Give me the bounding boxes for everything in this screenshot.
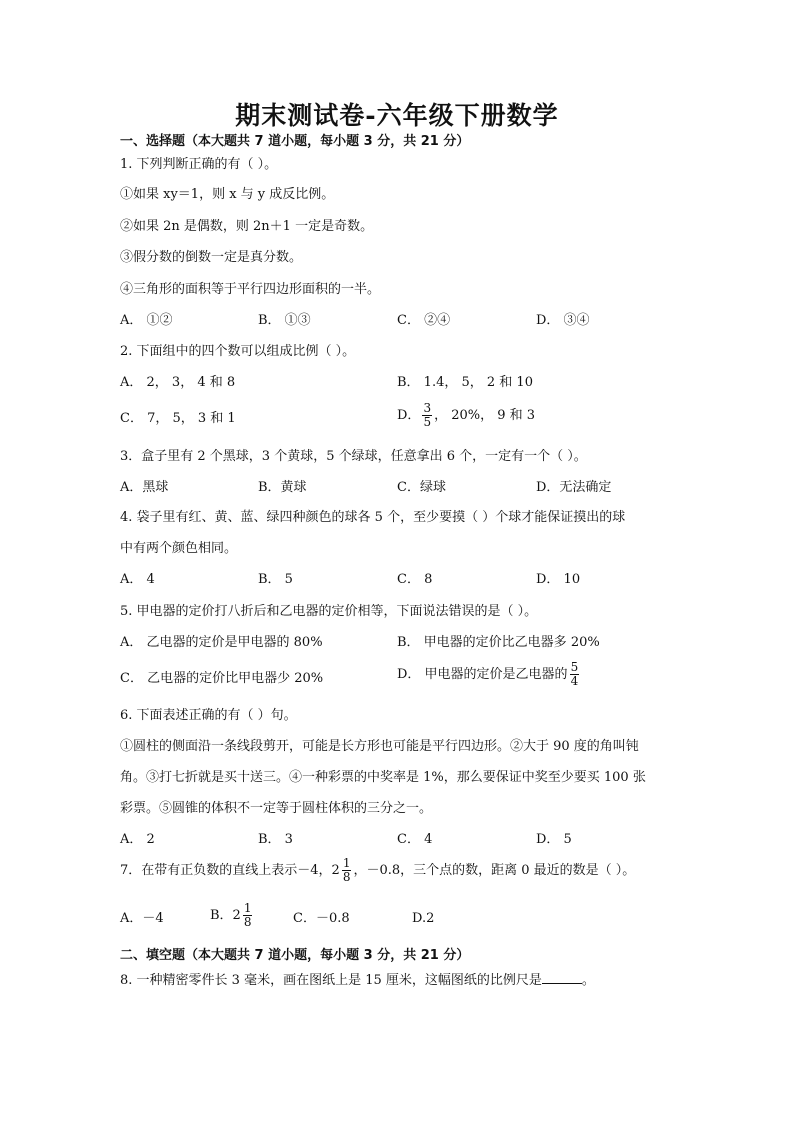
q3-stem: 3．盒子里有 2 个黑球，3 个黄球，5 个绿球，任意拿出 6 个，一定有一个（ ）。 (120, 449, 587, 464)
q2-option-d-rest: ， 20%， 9 和 3 (434, 407, 536, 423)
q6-option-a: A． 2 (120, 832, 155, 847)
q7-stem (120, 857, 635, 884)
q6-text-line-1: ①圆柱的侧面沿一条线段剪开，可能是长方形也可能是平行四边形。②大于 90 度的角叫钝 (120, 739, 639, 754)
q7-option-b (210, 902, 254, 929)
q3-option-a: A．黑球 (120, 480, 169, 495)
q7-option-d: D.2 (412, 911, 435, 926)
q5-option-a: A． 乙电器的定价是甲电器的 80% (120, 635, 323, 650)
q1-statement-2: ②如果 2n 是偶数，则 2n＋1 一定是奇数。 (120, 219, 374, 234)
q2-option-a: A． 2， 3， 4 和 8 (120, 375, 236, 390)
q6-text-line-3: 彩票。⑤圆锥的体积不一定等于圆柱体积的三分之一。 (120, 801, 433, 816)
q3-option-c: C．绿球 (397, 480, 446, 495)
q7-stem-text-b: ，－0.8，三个点的数，距离 0 最近的数是（ ）。 (353, 862, 636, 878)
q6-option-c: C． 4 (397, 832, 433, 847)
q2-option-b: B． 1.4， 5， 2 和 10 (397, 375, 533, 390)
fraction-denominator: 5 (423, 415, 432, 429)
q5-option-d-fraction (570, 661, 580, 688)
q2-option-d-fraction (422, 402, 432, 429)
q5-stem: 5. 甲电器的定价打八折后和乙电器的定价相等，下面说法错误的是（ ）。 (120, 604, 538, 619)
q1-option-a: A． ①② (120, 313, 173, 328)
q1-statement-4: ④三角形的面积等于平行四边形面积的一半。 (120, 282, 381, 297)
q4-stem-line-2: 中有两个颜色相同。 (120, 541, 238, 556)
q8-stem (120, 971, 595, 990)
q5-option-d-text: D． 甲电器的定价是乙电器的 (397, 666, 568, 682)
q6-option-d: D． 5 (536, 832, 572, 847)
q4-option-a: A． 4 (120, 572, 155, 587)
q1-option-c: C． ②④ (397, 313, 451, 328)
q1-stem: 1. 下列判断正确的有（ ）。 (120, 157, 278, 172)
q6-text-line-2: 角。③打七折就是买十送三。④一种彩票的中奖率是 1%，那么要保证中奖至少要买 100 张 (120, 770, 646, 785)
q6-stem: 6. 下面表述正确的有（ ）句。 (120, 708, 297, 723)
fraction-denominator: 4 (570, 674, 579, 688)
q7-option-a: A．－4 (120, 911, 164, 926)
fraction-numerator: 5 (570, 660, 579, 674)
page-title: 期末测试卷-六年级下册数学 (235, 101, 559, 130)
section-1-heading: 一、选择题（本大题共 7 道小题，每小题 3 分，共 21 分） (120, 134, 470, 149)
q7-stem-text-a: 7．在带有正负数的直线上表示－4，2 (120, 862, 340, 878)
fraction-numerator: 1 (342, 856, 351, 870)
q1-option-b: B． ①③ (258, 313, 311, 328)
q2-option-d (397, 402, 535, 429)
section-2-heading: 二、填空题（本大题共 7 道小题，每小题 3 分，共 21 分） (120, 948, 470, 963)
q7-option-b-text: B．2 (210, 907, 241, 923)
answer-blank (542, 971, 582, 984)
q8-stem-end: 。 (581, 973, 595, 988)
q2-option-d-label: D． (397, 407, 421, 423)
q8-stem-text: 8. 一种精密零件长 3 毫米，画在图纸上是 15 厘米，这幅图纸的比例尺是 (120, 973, 542, 988)
q1-option-d: D． ③④ (536, 313, 590, 328)
q2-option-c: C． 7， 5， 3 和 1 (120, 411, 236, 426)
q1-statement-1: ①如果 xy＝1，则 x 与 y 成反比例。 (120, 187, 335, 202)
q5-option-b: B． 甲电器的定价比乙电器多 20% (397, 635, 600, 650)
q3-option-b: B．黄球 (258, 480, 307, 495)
q7-stem-fraction (342, 857, 352, 884)
q2-stem: 2. 下面组中的四个数可以组成比例（ ）。 (120, 344, 356, 359)
q3-option-d: D．无法确定 (536, 480, 612, 495)
q7-option-c: C．－0.8 (293, 911, 350, 926)
q4-option-d: D． 10 (536, 572, 581, 587)
fraction-denominator: 8 (342, 870, 351, 884)
q7-option-b-fraction (243, 902, 253, 929)
fraction-denominator: 8 (243, 915, 252, 929)
q4-option-b: B． 5 (258, 572, 293, 587)
fraction-numerator: 1 (243, 901, 252, 915)
q4-option-c: C． 8 (397, 572, 433, 587)
q6-option-b: B． 3 (258, 832, 293, 847)
fraction-numerator: 3 (423, 401, 432, 415)
q5-option-c: C． 乙电器的定价比甲电器少 20% (120, 671, 324, 686)
q1-statement-3: ③假分数的倒数一定是真分数。 (120, 250, 303, 265)
q5-option-d (397, 661, 581, 688)
q4-stem-line-1: 4. 袋子里有红、黄、蓝、绿四种颜色的球各 5 个，至少要摸（ ）个球才能保证摸出的球 (120, 510, 626, 525)
